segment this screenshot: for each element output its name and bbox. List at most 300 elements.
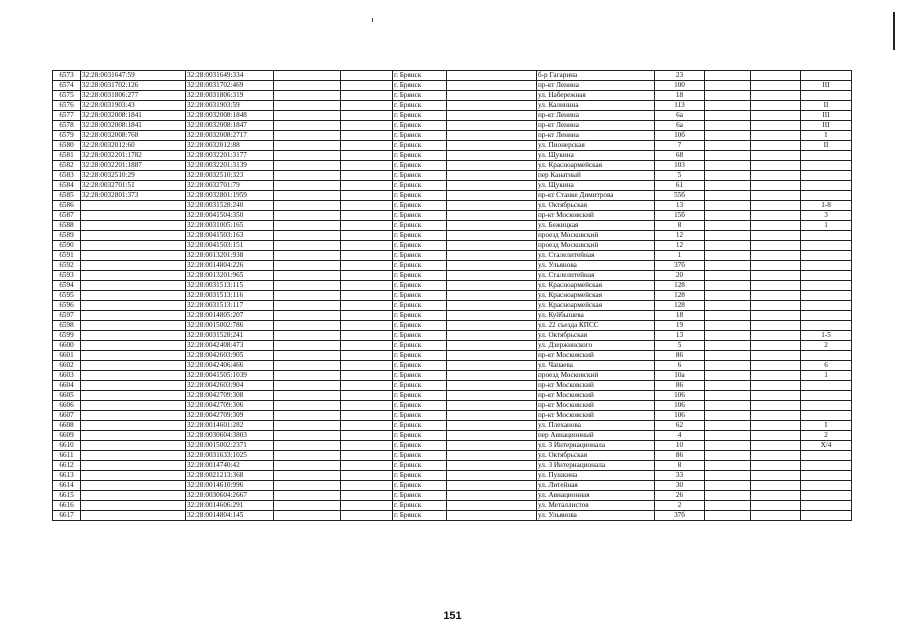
cell-city: г. Брянск: [393, 411, 447, 421]
cell-category: III: [801, 81, 852, 91]
cell-street: пр-кт Московский: [537, 411, 655, 421]
cell-category: [801, 71, 852, 81]
cell-cadastral-number-building: 32:28:0031806:319: [186, 91, 274, 101]
cell-category: [801, 91, 852, 101]
cell-cadastral-number-building: 32:28:0014610:996: [186, 481, 274, 491]
cell-city: г. Брянск: [393, 351, 447, 361]
table-row: [53, 81, 852, 91]
cell-house-number: 86: [655, 381, 705, 391]
cell-row-number: 6617: [53, 511, 81, 521]
cell-house-number: 19: [655, 321, 705, 331]
cell-cadastral-number-parcel: [81, 311, 186, 321]
cell-blank-col-7: [447, 161, 537, 171]
cell-blank-col-5: [341, 331, 393, 341]
cell-row-number: 6608: [53, 421, 81, 431]
cell-house-number: 128: [655, 301, 705, 311]
cell-blank-col-7: [447, 261, 537, 271]
cell-row-number: 6590: [53, 241, 81, 251]
cell-house-number: 37б: [655, 511, 705, 521]
cell-blank-col-4: [274, 281, 341, 291]
cell-cadastral-number-building: 32:28:0014804:226: [186, 261, 274, 271]
cell-blank-col-11: [751, 201, 801, 211]
cell-street: ул. 3 Интернационала: [537, 441, 655, 451]
cell-blank-col-10: [705, 351, 751, 361]
cell-street: ул. Щукина: [537, 151, 655, 161]
cell-blank-col-11: [751, 431, 801, 441]
cell-house-number: 26: [655, 491, 705, 501]
cell-cadastral-number-building: 32:28:0013201:938: [186, 251, 274, 261]
cell-blank-col-5: [341, 451, 393, 461]
cell-blank-col-4: [274, 371, 341, 381]
cell-blank-col-4: [274, 111, 341, 121]
cell-cadastral-number-building: 32:28:0030604:3803: [186, 431, 274, 441]
cell-blank-col-7: [447, 471, 537, 481]
cell-blank-col-4: [274, 181, 341, 191]
cell-city: г. Брянск: [393, 241, 447, 251]
cell-row-number: 6581: [53, 151, 81, 161]
cell-cadastral-number-building: 32:28:0042406:466: [186, 361, 274, 371]
cell-category: [801, 261, 852, 271]
cell-blank-col-5: [341, 371, 393, 381]
cell-blank-col-7: [447, 421, 537, 431]
cell-house-number: 12: [655, 231, 705, 241]
cell-blank-col-7: [447, 241, 537, 251]
cell-blank-col-4: [274, 491, 341, 501]
cell-cadastral-number-parcel: 32:28:0032008:768: [81, 131, 186, 141]
cell-blank-col-10: [705, 411, 751, 421]
cell-blank-col-5: [341, 351, 393, 361]
cell-cadastral-number-parcel: [81, 341, 186, 351]
cell-street: пр-кт Ленина: [537, 111, 655, 121]
cell-blank-col-11: [751, 311, 801, 321]
cell-street: ул. Красноармейская: [537, 301, 655, 311]
cell-blank-col-4: [274, 331, 341, 341]
cell-house-number: 18: [655, 91, 705, 101]
cell-blank-col-4: [274, 161, 341, 171]
cell-category: 2: [801, 431, 852, 441]
cell-blank-col-7: [447, 251, 537, 261]
table-row: [53, 361, 852, 371]
cell-blank-col-5: [341, 361, 393, 371]
cell-blank-col-7: [447, 281, 537, 291]
cell-cadastral-number-building: 32:28:0041504:350: [186, 211, 274, 221]
register-table-body: [53, 71, 852, 521]
table-row: [53, 151, 852, 161]
cell-blank-col-4: [274, 211, 341, 221]
cell-street: ул. Бежицкая: [537, 221, 655, 231]
cell-blank-col-10: [705, 81, 751, 91]
cell-city: г. Брянск: [393, 291, 447, 301]
table-row: [53, 451, 852, 461]
cell-house-number: 18: [655, 311, 705, 321]
table-row: [53, 211, 852, 221]
cell-house-number: 4: [655, 431, 705, 441]
cell-row-number: 6602: [53, 361, 81, 371]
table-row: [53, 441, 852, 451]
cell-cadastral-number-building: 32:28:0032012:88: [186, 141, 274, 151]
cell-house-number: 68: [655, 151, 705, 161]
cell-blank-col-11: [751, 281, 801, 291]
table-row: [53, 311, 852, 321]
cell-category: 6: [801, 361, 852, 371]
table-row: [53, 161, 852, 171]
cell-blank-col-4: [274, 311, 341, 321]
cell-blank-col-5: [341, 241, 393, 251]
cell-blank-col-11: [751, 401, 801, 411]
cell-row-number: 6601: [53, 351, 81, 361]
cell-cadastral-number-building: 32:28:0042709:308: [186, 391, 274, 401]
cell-blank-col-5: [341, 511, 393, 521]
cell-house-number: 37б: [655, 261, 705, 271]
cell-blank-col-5: [341, 151, 393, 161]
cell-blank-col-4: [274, 441, 341, 451]
cell-category: [801, 461, 852, 471]
cell-cadastral-number-parcel: [81, 461, 186, 471]
cell-blank-col-4: [274, 461, 341, 471]
cell-street: ул. Красноармейская: [537, 161, 655, 171]
cell-house-number: 6а: [655, 121, 705, 131]
cell-cadastral-number-building: 32:28:0031513:117: [186, 301, 274, 311]
cell-cadastral-number-building: 32:28:0031903:59: [186, 101, 274, 111]
table-row: [53, 241, 852, 251]
cell-street: пр-кт Московский: [537, 381, 655, 391]
cell-blank-col-10: [705, 431, 751, 441]
cell-blank-col-10: [705, 211, 751, 221]
cell-blank-col-11: [751, 451, 801, 461]
table-row: [53, 371, 852, 381]
cell-city: г. Брянск: [393, 161, 447, 171]
cell-house-number: 20: [655, 271, 705, 281]
cell-blank-col-11: [751, 371, 801, 381]
cell-blank-col-7: [447, 351, 537, 361]
cell-house-number: 61: [655, 181, 705, 191]
cell-blank-col-10: [705, 341, 751, 351]
cell-street: ул. Красноармейская: [537, 281, 655, 291]
table-row: [53, 421, 852, 431]
cell-cadastral-number-building: 32:28:0041505:1039: [186, 371, 274, 381]
cell-blank-col-4: [274, 131, 341, 141]
cell-blank-col-5: [341, 421, 393, 431]
cell-city: г. Брянск: [393, 301, 447, 311]
cell-blank-col-11: [751, 471, 801, 481]
cell-blank-col-10: [705, 311, 751, 321]
cell-row-number: 6588: [53, 221, 81, 231]
cell-cadastral-number-parcel: 32:28:0032012:60: [81, 141, 186, 151]
cell-cadastral-number-parcel: [81, 251, 186, 261]
cell-blank-col-5: [341, 441, 393, 451]
cell-blank-col-7: [447, 501, 537, 511]
cell-blank-col-10: [705, 421, 751, 431]
cell-blank-col-11: [751, 411, 801, 421]
cell-blank-col-11: [751, 291, 801, 301]
cell-category: I: [801, 131, 852, 141]
cell-category: [801, 511, 852, 521]
table-row: [53, 221, 852, 231]
cell-house-number: 55б: [655, 191, 705, 201]
cell-cadastral-number-building: 32:28:0042709:309: [186, 411, 274, 421]
cell-row-number: 6600: [53, 341, 81, 351]
cell-cadastral-number-building: 32:28:0021213:368: [186, 471, 274, 481]
cell-house-number: 86: [655, 451, 705, 461]
cell-category: [801, 171, 852, 181]
cell-cadastral-number-parcel: [81, 371, 186, 381]
cell-cadastral-number-building: 32:28:0032510:323: [186, 171, 274, 181]
cell-blank-col-7: [447, 431, 537, 441]
cell-blank-col-10: [705, 391, 751, 401]
cell-cadastral-number-parcel: [81, 291, 186, 301]
cell-row-number: 6576: [53, 101, 81, 111]
table-row: [53, 431, 852, 441]
cell-street: пр-кт Московский: [537, 401, 655, 411]
cell-blank-col-4: [274, 421, 341, 431]
cell-house-number: 128: [655, 281, 705, 291]
cell-row-number: 6597: [53, 311, 81, 321]
cell-blank-col-11: [751, 481, 801, 491]
cell-blank-col-4: [274, 341, 341, 351]
table-row: [53, 391, 852, 401]
cell-row-number: 6613: [53, 471, 81, 481]
cell-category: X/4: [801, 441, 852, 451]
table-row: [53, 461, 852, 471]
cell-cadastral-number-parcel: 32:28:0032008:1841: [81, 111, 186, 121]
cell-blank-col-7: [447, 291, 537, 301]
cell-category: [801, 271, 852, 281]
cell-category: [801, 471, 852, 481]
cell-category: [801, 491, 852, 501]
cell-city: г. Брянск: [393, 371, 447, 381]
cell-cadastral-number-parcel: [81, 441, 186, 451]
cell-city: г. Брянск: [393, 111, 447, 121]
cell-blank-col-4: [274, 401, 341, 411]
cell-house-number: 6а: [655, 111, 705, 121]
cell-street: ул. Набережная: [537, 91, 655, 101]
cell-blank-col-5: [341, 321, 393, 331]
cell-city: г. Брянск: [393, 251, 447, 261]
cell-blank-col-10: [705, 251, 751, 261]
cell-blank-col-4: [274, 481, 341, 491]
cell-cadastral-number-parcel: [81, 281, 186, 291]
cell-category: II: [801, 141, 852, 151]
cell-cadastral-number-parcel: [81, 221, 186, 231]
cell-cadastral-number-parcel: [81, 361, 186, 371]
cell-row-number: 6584: [53, 181, 81, 191]
cell-street: б-р Гагарина: [537, 71, 655, 81]
cell-blank-col-4: [274, 191, 341, 201]
cell-blank-col-11: [751, 351, 801, 361]
cell-cadastral-number-building: 32:28:0032008:1847: [186, 121, 274, 131]
cell-house-number: 103: [655, 161, 705, 171]
cell-blank-col-11: [751, 81, 801, 91]
cell-house-number: 1: [655, 251, 705, 261]
cell-blank-col-5: [341, 71, 393, 81]
cell-blank-col-11: [751, 221, 801, 231]
table-row: [53, 111, 852, 121]
table-row: [53, 321, 852, 331]
cell-city: г. Брянск: [393, 401, 447, 411]
cell-city: г. Брянск: [393, 501, 447, 511]
cell-street: ул. Ульянова: [537, 261, 655, 271]
table-row: [53, 271, 852, 281]
cell-blank-col-4: [274, 271, 341, 281]
cell-city: г. Брянск: [393, 271, 447, 281]
table-row: [53, 101, 852, 111]
cell-row-number: 6614: [53, 481, 81, 491]
cell-blank-col-5: [341, 381, 393, 391]
cell-street: ул. Октябрьская: [537, 331, 655, 341]
cell-street: ул. Куйбышева: [537, 311, 655, 321]
cell-cadastral-number-parcel: [81, 321, 186, 331]
cell-blank-col-11: [751, 191, 801, 201]
cell-row-number: 6573: [53, 71, 81, 81]
cell-blank-col-7: [447, 401, 537, 411]
table-row: [53, 331, 852, 341]
cell-street: ул. Красноармейская: [537, 291, 655, 301]
cell-city: г. Брянск: [393, 131, 447, 141]
cell-category: I: [801, 421, 852, 431]
cell-cadastral-number-parcel: [81, 261, 186, 271]
cell-house-number: 113: [655, 101, 705, 111]
cell-blank-col-5: [341, 101, 393, 111]
cell-blank-col-5: [341, 91, 393, 101]
cell-row-number: 6594: [53, 281, 81, 291]
cell-street: ул. Металлистов: [537, 501, 655, 511]
cell-house-number: 86: [655, 351, 705, 361]
cell-blank-col-7: [447, 81, 537, 91]
cell-city: г. Брянск: [393, 211, 447, 221]
cell-blank-col-10: [705, 71, 751, 81]
cell-category: [801, 351, 852, 361]
cell-category: [801, 391, 852, 401]
cell-city: г. Брянск: [393, 201, 447, 211]
cell-cadastral-number-building: 32:28:0014606:291: [186, 501, 274, 511]
cell-cadastral-number-building: 32:28:0041503:151: [186, 241, 274, 251]
cell-category: [801, 161, 852, 171]
cell-category: [801, 481, 852, 491]
cell-blank-col-10: [705, 281, 751, 291]
cell-category: [801, 321, 852, 331]
cell-blank-col-10: [705, 151, 751, 161]
cell-blank-col-5: [341, 211, 393, 221]
cell-cadastral-number-parcel: [81, 411, 186, 421]
table-row: [53, 491, 852, 501]
cell-blank-col-7: [447, 461, 537, 471]
cell-blank-col-11: [751, 91, 801, 101]
cell-city: г. Брянск: [393, 451, 447, 461]
cell-blank-col-11: [751, 151, 801, 161]
cell-blank-col-11: [751, 341, 801, 351]
cell-house-number: 12: [655, 241, 705, 251]
cell-cadastral-number-building: 32:28:0031633:1025: [186, 451, 274, 461]
cell-row-number: 6593: [53, 271, 81, 281]
cell-row-number: 6598: [53, 321, 81, 331]
cell-house-number: 106: [655, 391, 705, 401]
cell-cadastral-number-parcel: [81, 301, 186, 311]
cell-city: г. Брянск: [393, 511, 447, 521]
cell-blank-col-10: [705, 441, 751, 451]
cell-blank-col-5: [341, 391, 393, 401]
cell-city: г. Брянск: [393, 151, 447, 161]
cell-row-number: 6610: [53, 441, 81, 451]
cell-city: г. Брянск: [393, 101, 447, 111]
cell-category: [801, 181, 852, 191]
cell-blank-col-11: [751, 261, 801, 271]
cell-blank-col-10: [705, 91, 751, 101]
cell-row-number: 6589: [53, 231, 81, 241]
cell-blank-col-5: [341, 411, 393, 421]
cell-blank-col-11: [751, 511, 801, 521]
cell-blank-col-10: [705, 111, 751, 121]
cell-blank-col-5: [341, 111, 393, 121]
cell-blank-col-10: [705, 501, 751, 511]
cell-blank-col-4: [274, 261, 341, 271]
cell-blank-col-11: [751, 231, 801, 241]
table-row: [53, 171, 852, 181]
cell-house-number: 10б: [655, 131, 705, 141]
cell-cadastral-number-building: 32:28:0032008:2717: [186, 131, 274, 141]
cell-cadastral-number-parcel: 32:28:0032008:1841: [81, 121, 186, 131]
cell-street: проезд Московский: [537, 241, 655, 251]
cell-blank-col-4: [274, 381, 341, 391]
cell-cadastral-number-building: 32:28:0042603:905: [186, 351, 274, 361]
cell-city: г. Брянск: [393, 71, 447, 81]
cell-cadastral-number-parcel: [81, 351, 186, 361]
cell-blank-col-5: [341, 461, 393, 471]
cell-street: пр-кт Ленина: [537, 121, 655, 131]
cell-cadastral-number-building: 32:28:0014601:282: [186, 421, 274, 431]
cell-blank-col-11: [751, 121, 801, 131]
cell-blank-col-10: [705, 361, 751, 371]
cell-cadastral-number-building: 32:28:0041503:163: [186, 231, 274, 241]
cell-house-number: 10: [655, 441, 705, 451]
cell-blank-col-4: [274, 511, 341, 521]
table-row: [53, 511, 852, 521]
cell-street: ул. Калинина: [537, 101, 655, 111]
cell-category: [801, 501, 852, 511]
cell-house-number: 15б: [655, 211, 705, 221]
cell-blank-col-5: [341, 401, 393, 411]
cell-blank-col-10: [705, 231, 751, 241]
cell-street: ул. 3 Интернационала: [537, 461, 655, 471]
cell-street: ул. Октябрьская: [537, 201, 655, 211]
cell-blank-col-4: [274, 351, 341, 361]
cell-cadastral-number-parcel: 32:28:0032510:29: [81, 171, 186, 181]
cell-row-number: 6611: [53, 451, 81, 461]
cell-street: ул. Чапаева: [537, 361, 655, 371]
cell-blank-col-10: [705, 291, 751, 301]
cell-blank-col-4: [274, 321, 341, 331]
cell-street: проезд Московский: [537, 371, 655, 381]
cell-blank-col-11: [751, 161, 801, 171]
cell-blank-col-7: [447, 71, 537, 81]
cell-row-number: 6606: [53, 401, 81, 411]
cell-blank-col-10: [705, 241, 751, 251]
cell-blank-col-7: [447, 371, 537, 381]
cell-cadastral-number-parcel: [81, 211, 186, 221]
cell-house-number: 106: [655, 401, 705, 411]
cell-house-number: 5: [655, 171, 705, 181]
cell-blank-col-7: [447, 171, 537, 181]
table-row: [53, 291, 852, 301]
cell-blank-col-5: [341, 271, 393, 281]
cell-blank-col-10: [705, 451, 751, 461]
cell-category: [801, 311, 852, 321]
cell-blank-col-11: [751, 461, 801, 471]
cell-row-number: 6603: [53, 371, 81, 381]
cell-street: ул. Плеханова: [537, 421, 655, 431]
register-table: [52, 70, 852, 521]
cell-house-number: 2: [655, 501, 705, 511]
cell-category: 2: [801, 341, 852, 351]
